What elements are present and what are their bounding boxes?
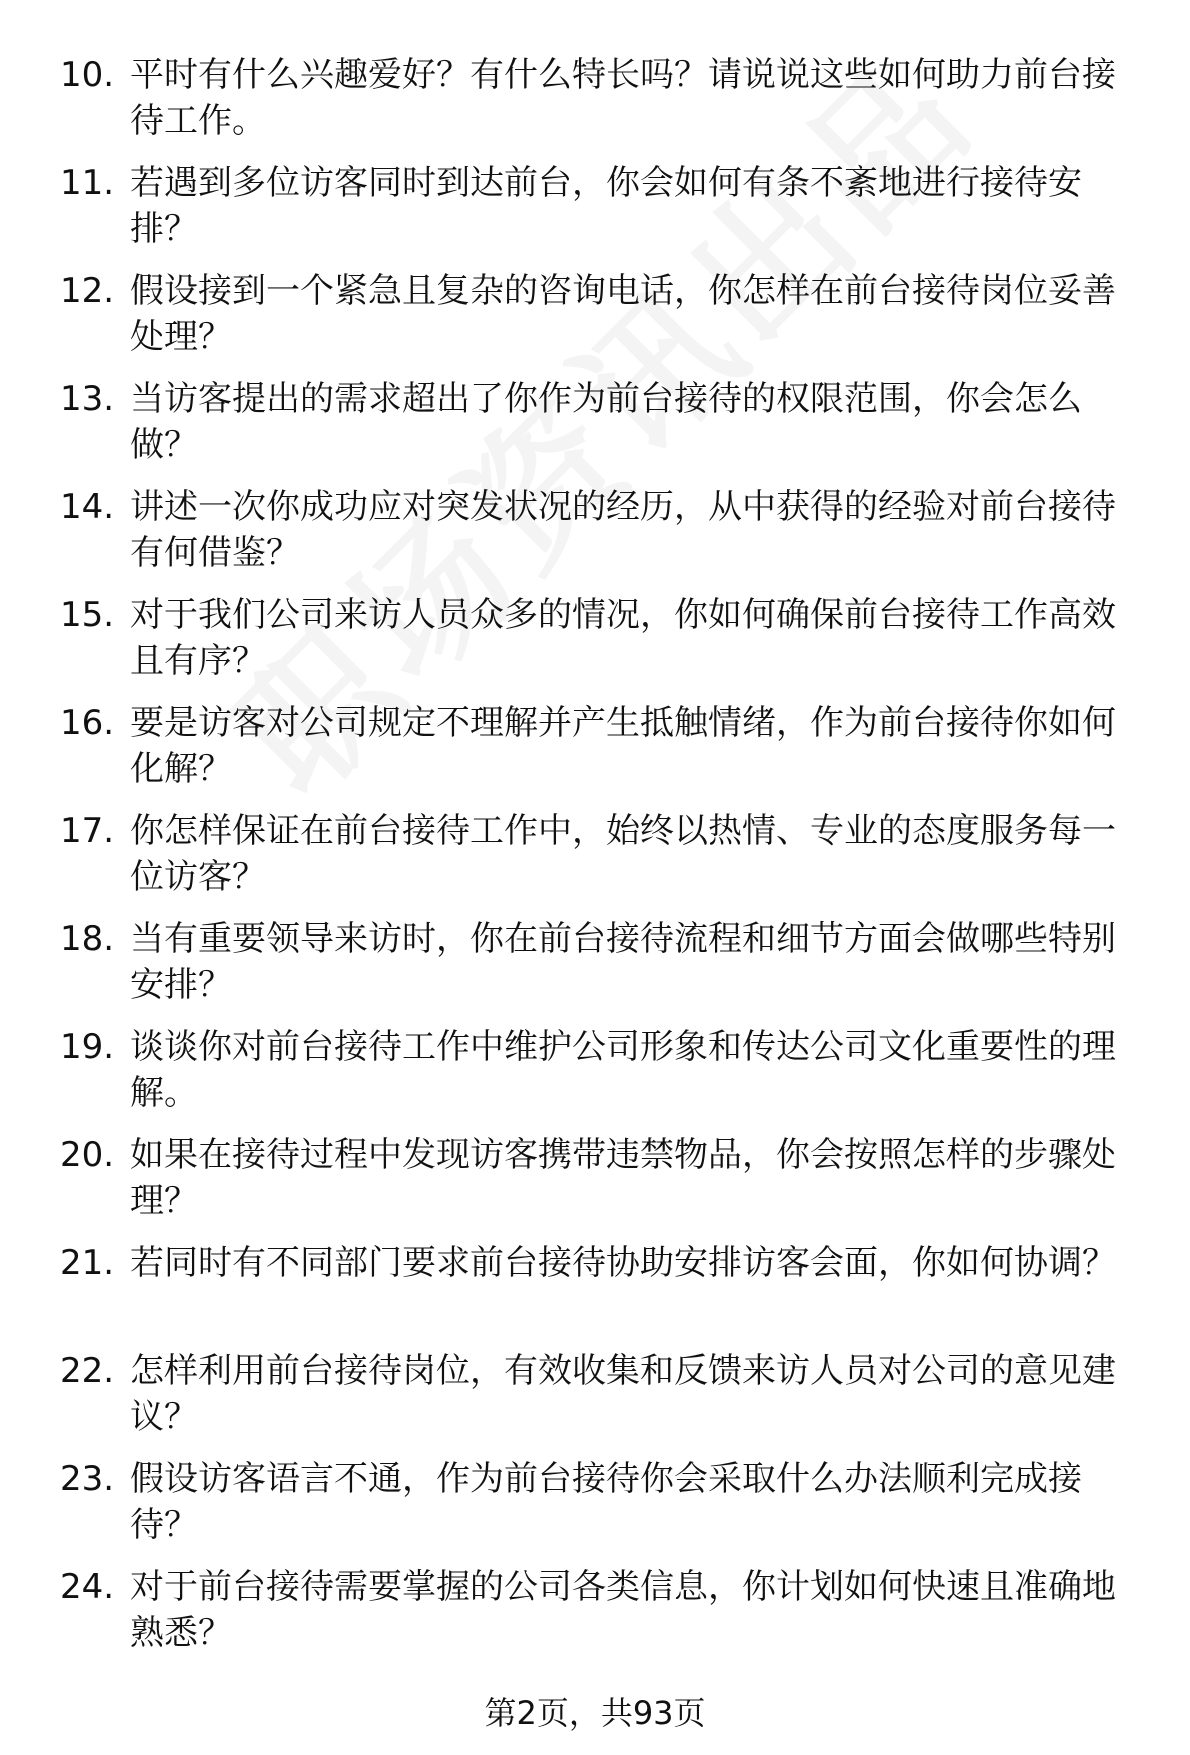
question-number: 20. bbox=[60, 1135, 115, 1175]
question-list bbox=[60, 52, 1150, 1672]
list-item bbox=[60, 1132, 1150, 1240]
list-item bbox=[60, 268, 1150, 376]
question-number: 14. bbox=[60, 487, 115, 527]
question-number: 16. bbox=[60, 703, 115, 743]
question-number: 24. bbox=[60, 1567, 115, 1607]
list-item bbox=[60, 52, 1150, 160]
list-item bbox=[60, 484, 1150, 592]
question-number: 19. bbox=[60, 1027, 115, 1067]
question-text: 谈谈你对前台接待工作中维护公司形象和传达公司文化重要性的理解。 bbox=[130, 1027, 1116, 1113]
question-text: 若同时有不同部门要求前台接待协助安排访客会面，你如何协调？ bbox=[130, 1243, 1116, 1283]
list-item bbox=[60, 160, 1150, 268]
question-text: 怎样利用前台接待岗位，有效收集和反馈来访人员对公司的意见建议？ bbox=[130, 1351, 1116, 1437]
question-text: 要是访客对公司规定不理解并产生抵触情绪，作为前台接待你如何化解？ bbox=[130, 703, 1116, 789]
question-text: 当有重要领导来访时，你在前台接待流程和细节方面会做哪些特别安排？ bbox=[130, 919, 1116, 1005]
question-text: 若遇到多位访客同时到达前台，你会如何有条不紊地进行接待安排？ bbox=[130, 163, 1082, 249]
question-text: 当访客提出的需求超出了你作为前台接待的权限范围，你会怎么做？ bbox=[130, 379, 1082, 465]
list-item bbox=[60, 1456, 1150, 1564]
question-text: 平时有什么兴趣爱好？有什么特长吗？请说说这些如何助力前台接待工作。 bbox=[130, 55, 1116, 141]
question-text: 讲述一次你成功应对突发状况的经历，从中获得的经验对前台接待有何借鉴？ bbox=[130, 487, 1116, 573]
question-number: 23. bbox=[60, 1459, 115, 1499]
question-number: 15. bbox=[60, 595, 115, 635]
question-text: 假设访客语言不通，作为前台接待你会采取什么办法顺利完成接待？ bbox=[130, 1459, 1082, 1545]
list-item bbox=[60, 376, 1150, 484]
question-text: 你怎样保证在前台接待工作中，始终以热情、专业的态度服务每一位访客？ bbox=[130, 811, 1116, 897]
list-item bbox=[60, 700, 1150, 808]
page-indicator: 第2页，共93页 bbox=[484, 1694, 706, 1732]
question-number: 10. bbox=[60, 55, 115, 95]
question-number: 17. bbox=[60, 811, 115, 851]
list-item bbox=[60, 592, 1150, 700]
question-number: 18. bbox=[60, 919, 115, 959]
list-item bbox=[60, 1348, 1150, 1456]
question-text: 如果在接待过程中发现访客携带违禁物品，你会按照怎样的步骤处理？ bbox=[130, 1135, 1116, 1221]
list-item bbox=[60, 1564, 1150, 1672]
question-text: 对于前台接待需要掌握的公司各类信息，你计划如何快速且准确地熟悉？ bbox=[130, 1567, 1116, 1653]
list-item bbox=[60, 1240, 1150, 1348]
list-item bbox=[60, 808, 1150, 916]
question-number: 21. bbox=[60, 1243, 115, 1283]
list-item bbox=[60, 916, 1150, 1024]
question-number: 11. bbox=[60, 163, 115, 203]
list-item bbox=[60, 1024, 1150, 1132]
question-number: 22. bbox=[60, 1351, 115, 1391]
question-text: 对于我们公司来访人员众多的情况，你如何确保前台接待工作高效且有序？ bbox=[130, 595, 1116, 681]
question-text: 假设接到一个紧急且复杂的咨询电话，你怎样在前台接待岗位妥善处理？ bbox=[130, 271, 1116, 357]
question-number: 12. bbox=[60, 271, 115, 311]
question-number: 13. bbox=[60, 379, 115, 419]
